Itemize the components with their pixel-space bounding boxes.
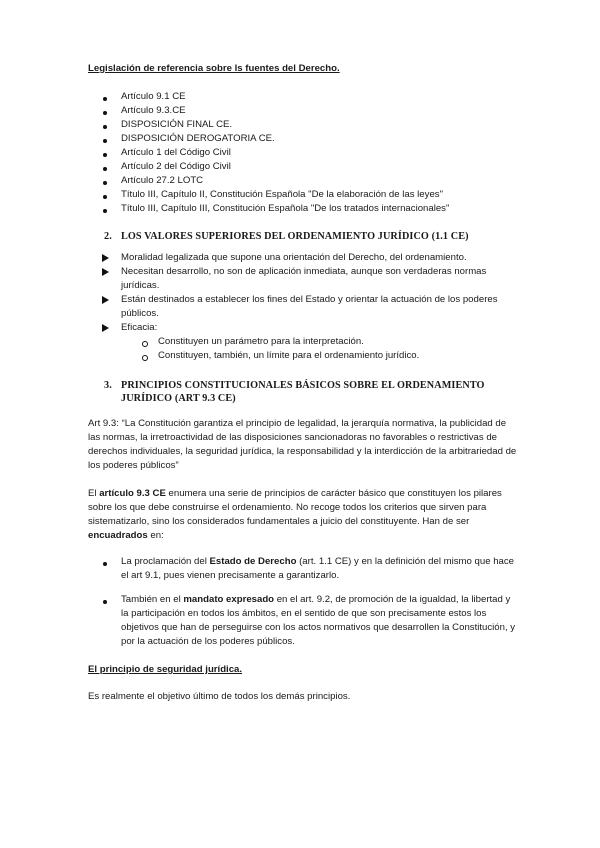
list-item: Artículo 9.1 CE: [121, 91, 186, 102]
arrow-bullet-icon: [102, 324, 109, 332]
bullet-icon: [103, 153, 107, 157]
sub-list-item: Constituyen, también, un límite para el ordenamiento jurídico.: [158, 350, 420, 361]
list-item: DISPOSICIÓN DEROGATORIA CE.: [121, 133, 275, 144]
document-title: Legislación de referencia sobre ls fuentes del Derecho.: [88, 63, 340, 74]
bullet-icon: [103, 181, 107, 185]
circle-bullet-icon: [142, 341, 148, 347]
section-3-number: 3.: [104, 380, 112, 391]
bullet-icon: [103, 195, 107, 199]
subtitle: El principio de seguridad jurídica.: [88, 664, 243, 675]
list-item: Están destinados a establecer los fines del Estado y orientar la actuación de los poderes públicos.: [121, 294, 498, 319]
list-item: Artículo 2 del Código Civil: [121, 161, 231, 172]
list-item: Título III, Capítulo III, Constitución Española "De los tratados internacionales": [121, 203, 450, 214]
list-item: Artículo 1 del Código Civil: [121, 147, 231, 158]
intro-paragraph: El artículo 9.3 CE enumera una serie de principios de carácter básico que constituyen los pilares sobre los que debe construirse el ordenamiento. No recoge todos los criterios que sirven para sistematizarlo, sino los considerados fundamentales a juicio del constituyente. Han de ser encuadrados en:: [88, 488, 502, 541]
list-item: También en el mandato expresado en el art. 9.2, de promoción de la igualdad, la libertad y la participación en todos los ámbitos, en el sentido de que son precisamente estos los objetivos que han de perseguirse con los actos normativos que desarrollen la Constitución, y por la actuación de los poderes públicos.: [121, 594, 516, 647]
list-item: La proclamación del Estado de Derecho (art. 1.1 CE) y en la definición del mismo que hace el art 9.1, pues vienen precisamente a garantizarlo.: [121, 556, 515, 581]
arrow-bullet-icon: [102, 254, 109, 262]
list-item: Eficacia:: [121, 322, 158, 333]
list-item: Necesitan desarrollo, no son de aplicación inmediata, aunque son verdaderas normas jurídicas.: [121, 266, 487, 291]
list-item: Moralidad legalizada que supone una orientación del Derecho, del ordenamiento.: [121, 252, 467, 263]
bullet-icon: [103, 209, 107, 213]
list-item: DISPOSICIÓN FINAL CE.: [121, 119, 233, 130]
bullet-icon: [103, 562, 107, 566]
sub-list-item: Constituyen un parámetro para la interpretación.: [158, 336, 364, 347]
section-3-heading-line1: PRINCIPIOS CONSTITUCIONALES BÁSICOS SOBRE EL ORDENAMIENTO: [121, 380, 485, 391]
list-item: Artículo 9.3.CE: [121, 105, 186, 116]
bullet-icon: [103, 139, 107, 143]
list-item: Título III, Capítulo II, Constitución Española "De la elaboración de las leyes": [121, 189, 443, 200]
bullet-icon: [103, 125, 107, 129]
bullet-icon: [103, 111, 107, 115]
section-3-heading-line2: JURÍDICO (ART 9.3 CE): [121, 393, 236, 404]
bullet-icon: [103, 600, 107, 604]
arrow-bullet-icon: [102, 268, 109, 276]
section-2-number: 2.: [104, 231, 112, 242]
article-reference: artículo 9.3 CE: [99, 488, 166, 499]
arrow-bullet-icon: [102, 296, 109, 304]
section-2-heading: LOS VALORES SUPERIORES DEL ORDENAMIENTO JURÍDICO (1.1 CE): [121, 231, 469, 242]
bullet-icon: [103, 167, 107, 171]
circle-bullet-icon: [142, 355, 148, 361]
closing-paragraph: Es realmente el objetivo último de todos los demás principios.: [88, 691, 351, 702]
article-quote: Art 9.3: “La Constitución garantiza el principio de legalidad, la jerarquía normativa, la publicidad de las normas, la irretroactividad de las disposiciones sancionadoras no favorables o restrictivas de derechos individuales, la seguridad jurídica, la responsabilidad y la interdicción de la arbitrariedad de los poderes públicos”: [88, 418, 517, 471]
framed-keyword: encuadrados: [88, 530, 148, 541]
list-item: Artículo 27.2 LOTC: [121, 175, 204, 186]
bullet-icon: [103, 97, 107, 101]
